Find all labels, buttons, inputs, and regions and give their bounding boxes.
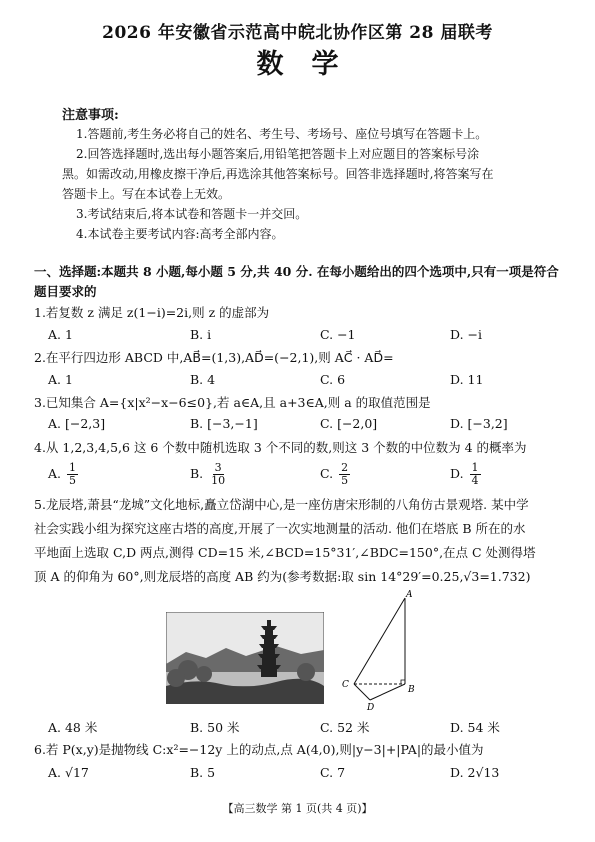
fraction-denominator: 5 [341, 474, 349, 487]
diagram-label-c: C [342, 680, 349, 690]
q4-option-b [190, 462, 227, 487]
q1-option-d: D. −i [450, 327, 482, 342]
question-5-stem [34, 493, 579, 589]
fraction-numerator: 1 [69, 461, 76, 474]
question-2-stem: 2.在平行四边形 ABCD 中,AB⃗=(1,3),AD⃗=(−2,1),则 AC⃗ · AD⃗= [34, 350, 394, 365]
q4-option-a [48, 462, 78, 487]
q3-option-a: A. [−2,3] [48, 416, 106, 431]
q4-option-c-label: C. [320, 466, 334, 481]
q5-line: 顶 A 的仰角为 60°,则龙辰塔的高度 AB 约为(参考数据:取 sin 14°29′=0.25,√3=1.732) [34, 569, 531, 584]
pagoda-photo [166, 612, 324, 704]
q4-option-b-label: B. [190, 466, 204, 481]
q2-option-c: C. 6 [320, 372, 346, 387]
subject-title: 数学 [256, 49, 367, 80]
q1-option-b: B. i [190, 327, 212, 342]
q6-option-d: D. 2√13 [450, 765, 500, 780]
question-3-stem: 3.已知集合 A={x|x²−x−6≤0},若 a∈A,且 a+3∈A,则 a 的取值范围是 [34, 395, 431, 410]
q4-option-d-fraction [470, 462, 481, 487]
q4-option-a-fraction [67, 462, 78, 487]
fraction-denominator: 5 [69, 474, 76, 487]
notice-item-4: 4.本试卷主要考试内容:高考全部内容。 [76, 227, 284, 241]
exam-title: 2026 年安徽省示范高中皖北协作区第 28 届联考 [102, 23, 493, 43]
q4-option-c [320, 462, 350, 487]
q5-option-a: A. 48 米 [48, 720, 98, 735]
diagram-label-b: B [408, 685, 415, 695]
q3-option-c: C. [−2,0] [320, 416, 378, 431]
q3-option-b: B. [−3,−1] [190, 416, 258, 431]
fraction-denominator: 4 [471, 474, 479, 487]
notice-item-2: 2.回答选择题时,选出每小题答案后,用铅笔把答题卡上对应题目的答案标号涂 [76, 147, 480, 161]
q4-option-d-label: D. [450, 466, 464, 481]
q2-option-a: A. 1 [48, 372, 73, 387]
question-6-stem: 6.若 P(x,y)是抛物线 C:x²=−12y 上的动点,点 A(4,0),则|y−3|+|PA|的最小值为 [34, 742, 484, 757]
q3-option-d: D. [−3,2] [450, 416, 508, 431]
q5-option-c: C. 52 米 [320, 720, 370, 735]
q5-line: 社会实践小组为探究这座古塔的高度,开展了一次实地测量的活动. 他们在塔底 B 所在的水 [34, 521, 526, 536]
fraction-numerator: 1 [471, 461, 479, 474]
section-heading [34, 262, 574, 302]
fraction-numerator: 2 [341, 461, 349, 474]
q2-option-b: B. 4 [190, 372, 216, 387]
q2-option-d: D. 11 [450, 372, 484, 387]
q6-option-a: A. √17 [48, 765, 89, 780]
section-heading-line: 一、选择题:本题共 8 小题,每小题 5 分,共 40 分. 在每小题给出的四个选项中,只有一项是符合 [34, 264, 559, 279]
notice-item-2-cont: 黑。如需改动,用橡皮擦干净后,再选涂其他答案标号。回答非选择题时,将答案写在 [62, 167, 494, 181]
q1-option-c: C. −1 [320, 327, 356, 342]
notice-heading: 注意事项: [62, 108, 119, 123]
fraction-numerator: 3 [214, 461, 222, 474]
q5-line: 平地面上选取 C,D 两点,测得 CD=15 米,∠BCD=15°31′,∠BDC=150°,在点 C 处测得塔 [34, 545, 536, 560]
notice-item-1: 1.答题前,考生务必将自己的姓名、考生号、考场号、座位号填写在答题卡上。 [76, 127, 488, 141]
q6-option-c: C. 7 [320, 765, 346, 780]
q5-option-d: D. 54 米 [450, 720, 500, 735]
notice-item-3: 3.考试结束后,将本试卷和答题卡一并交回。 [76, 207, 308, 221]
tower-geometry-diagram [330, 588, 430, 714]
q4-option-c-fraction [339, 462, 350, 487]
notice-item-2-cont: 答题卡上。写在本试卷上无效。 [62, 187, 231, 201]
notice-block [62, 124, 532, 244]
q1-option-a: A. 1 [48, 327, 73, 342]
fraction-denominator: 10 [211, 474, 226, 487]
q6-option-b: B. 5 [190, 765, 216, 780]
section-heading-line: 题目要求的 [34, 284, 97, 299]
q4-option-a-label: A. [48, 466, 62, 481]
diagram-label-a: A [406, 590, 413, 600]
q5-option-b: B. 50 米 [190, 720, 240, 735]
page-footer: 【高三数学 第 1 页(共 4 页)】 [222, 802, 373, 815]
diagram-label-d: D [367, 703, 375, 713]
q4-option-b-fraction [209, 462, 227, 487]
q4-option-d [450, 462, 481, 487]
q5-line: 5.龙辰塔,萧县“龙城”文化地标,矗立岱湖中心,是一座仿唐宋形制的八角仿古景观塔. 某中学 [34, 497, 529, 512]
question-1-stem: 1.若复数 z 满足 z(1−i)=2i,则 z 的虚部为 [34, 305, 270, 320]
question-4-stem: 4.从 1,2,3,4,5,6 这 6 个数中随机选取 3 个不同的数,则这 3 个数的中位数为 4 的概率为 [34, 440, 527, 455]
